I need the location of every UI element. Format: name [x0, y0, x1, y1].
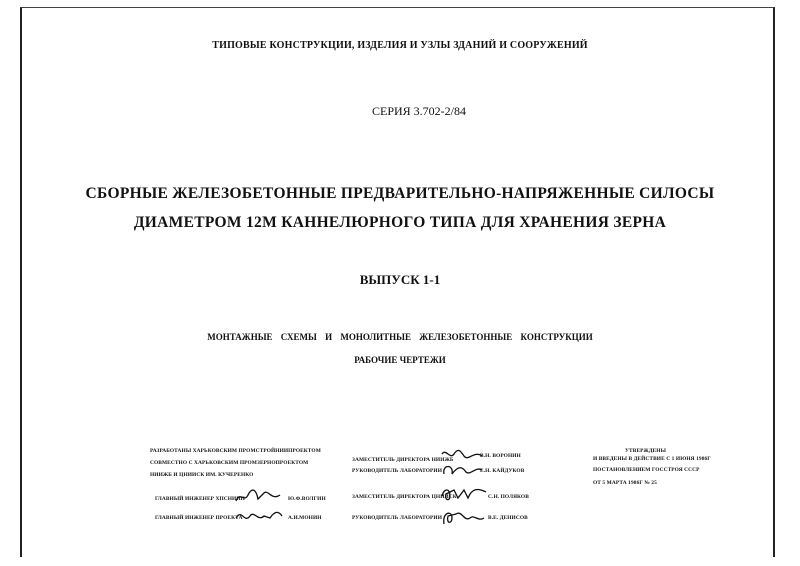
issue-subtitle: МОНТАЖНЫЕ СХЕМЫ И МОНОЛИТНЫЕ ЖЕЛЕЗОБЕТОННЫЕ КОНСТРУКЦИИ [207, 332, 593, 342]
developers-line-3: НИИЖБ И ЦНИИСК ИМ. КУЧЕРЕНКО [150, 472, 254, 478]
signature-name: Е.Н. КАЙДУКОВ [480, 468, 525, 474]
approval-line-2: И ВВЕДЕНЫ В ДЕЙСТВИЕ С 1 ИЮНЯ 1986Г [593, 456, 711, 462]
approval-line-1: УТВЕРЖДЕНЫ [625, 448, 666, 454]
series-number: СЕРИЯ 3.702-2/84 [372, 104, 467, 118]
developers-line-2: СОВМЕСТНО С ХАРЬКОВСКИМ ПРОМЗЕРНОПРОЕКТОМ [150, 460, 309, 466]
handwritten-signature [234, 506, 284, 526]
signature-name: Ю.Ф.ВОЛГИН [288, 496, 326, 502]
signature-role: РУКОВОДИТЕЛЬ ЛАБОРАТОРИИ [352, 468, 442, 474]
document-type: РАБОЧИЕ ЧЕРТЕЖИ [354, 355, 446, 365]
signature-name: В.Н. ВОРОНИН [480, 453, 521, 459]
issue-number: ВЫПУСК 1-1 [359, 272, 441, 287]
signature-name: А.И.МОНИН [288, 515, 322, 521]
handwritten-signature [440, 460, 484, 480]
signature-role: ГЛАВНЫЙ ИНЖЕНЕР ХПСНИИП [155, 496, 245, 502]
signature-name: С.Н. ПОЛЯКОВ [488, 494, 529, 500]
developers-line-1: РАЗРАБОТАНЫ ХАРЬКОВСКИМ ПРОМСТРОЙНИИПРОЕКТОМ [150, 448, 321, 454]
handwritten-signature [440, 484, 488, 504]
series-header: ТИПОВЫЕ КОНСТРУКЦИИ, ИЗДЕЛИЯ И УЗЛЫ ЗДАНИЙ И СООРУЖЕНИЙ [212, 40, 588, 51]
signature-role: РУКОВОДИТЕЛЬ ЛАБОРАТОРИИ [352, 515, 442, 521]
handwritten-signature [440, 506, 486, 526]
handwritten-signature [234, 487, 282, 507]
signature-role: ГЛАВНЫЙ ИНЖЕНЕР ПРОЕКТА [155, 515, 243, 521]
signature-role: ЗАМЕСТИТЕЛЬ ДИРЕКТОРА НИИЖБ [352, 457, 454, 463]
approval-line-3: ПОСТАНОВЛЕНИЕМ ГОССТРОЯ СССР [593, 467, 700, 473]
title-line-2: ДИАМЕТРОМ 12М КАННЕЛЮРНОГО ТИПА ДЛЯ ХРАНЕНИЯ ЗЕРНА [133, 214, 667, 231]
approval-line-4: ОТ 5 МАРТА 1986Г № 25 [593, 480, 657, 486]
signature-role: ЗАМЕСТИТЕЛЬ ДИРЕКТОРА ЦНИИСК [352, 494, 457, 500]
title-line-1: СБОРНЫЕ ЖЕЛЕЗОБЕТОННЫЕ ПРЕДВАРИТЕЛЬНО-НАПРЯЖЕННЫЕ СИЛОСЫ [85, 185, 715, 202]
signature-name: В.Е. ДЕНИСОВ [488, 515, 528, 521]
